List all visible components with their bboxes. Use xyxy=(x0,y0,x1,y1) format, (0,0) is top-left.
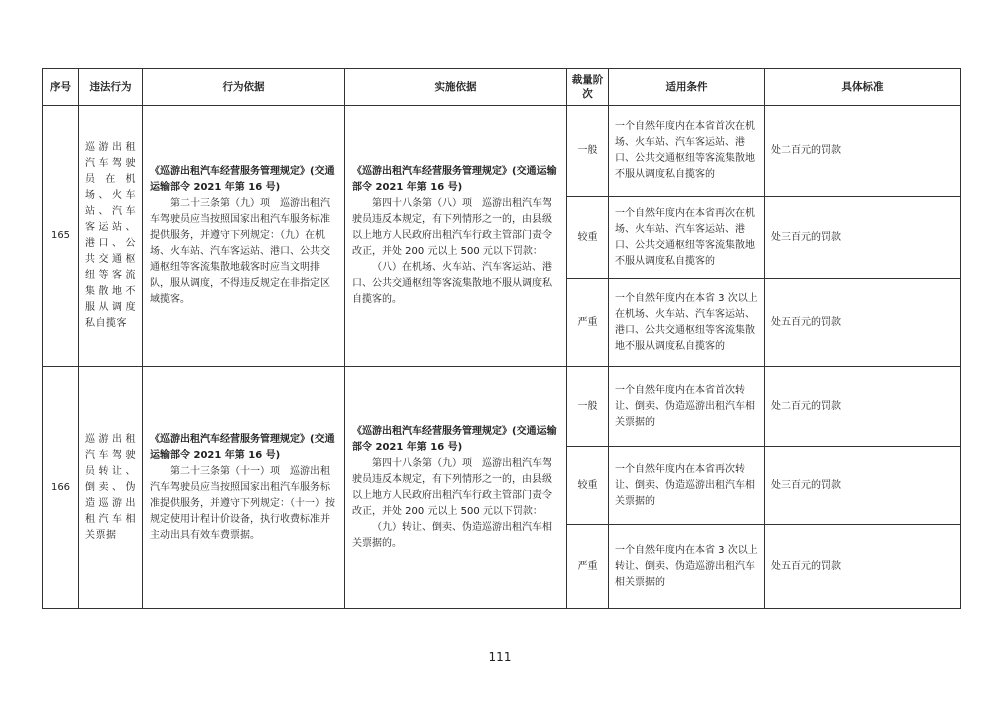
impl-item: （八）在机场、火车站、汽车客运站、港口、公共交通枢纽等客流集散地不服从调度私自揽客的。 xyxy=(352,262,552,305)
standard-cell: 处五百元的罚款 xyxy=(765,525,961,609)
header-impl: 实施依据 xyxy=(345,69,567,106)
header-no: 序号 xyxy=(43,69,79,106)
impl-item: （九）转让、倒卖、伪造巡游出租汽车相关票据的。 xyxy=(352,521,552,549)
standard-cell: 处三百元的罚款 xyxy=(765,197,961,279)
standard-cell: 处五百元的罚款 xyxy=(765,279,961,367)
header-level: 裁量阶次 xyxy=(567,69,609,106)
condition-cell: 一个自然年度内在本省 3 次以上在机场、火车站、汽车客运站、港口、公共交通枢纽等客流集散地不服从调度私自揽客的 xyxy=(609,279,765,367)
penalty-standards-table xyxy=(42,68,961,609)
header-act: 违法行为 xyxy=(79,69,143,106)
basis-title: 《巡游出租汽车经营服务管理规定》(交通运输部令 2021 年第 16 号) xyxy=(150,166,335,193)
level-cell: 严重 xyxy=(567,279,609,367)
condition-cell: 一个自然年度内在本省 3 次以上转让、倒卖、伪造巡游出租汽车相关票据的 xyxy=(609,525,765,609)
impl-title: 《巡游出租汽车经营服务管理规定》(交通运输部令 2021 年第 16 号) xyxy=(352,166,557,193)
level-cell: 一般 xyxy=(567,367,609,447)
basis-text: 第二十三条第（九）项 巡游出租汽车驾驶员应当按照国家出租汽车服务标准提供服务，并遵守下列规定：（九）在机场、火车站、汽车客运站、港口、公共交通枢纽等客流集散地载客时应当文明排队，服从调度，不得违反规定在非指定区域揽客。 xyxy=(150,198,330,305)
violation-act: 巡游出租汽车驾驶员转让、倒卖、伪造巡游出租汽车相关票据 xyxy=(79,367,143,609)
condition-cell: 一个自然年度内在本省再次在机场、火车站、汽车客运站、港口、公共交通枢纽等客流集散地不服从调度私自揽客的 xyxy=(609,197,765,279)
basis-text: 第二十三条第（十一）项 巡游出租汽车驾驶员应当按照国家出租汽车服务标准提供服务，并遵守下列规定：（十一）按规定使用计程计价设备，执行收费标准并主动出具有效车费票据。 xyxy=(150,465,335,541)
level-cell: 严重 xyxy=(567,525,609,609)
basis-title: 《巡游出租汽车经营服务管理规定》(交通运输部令 2021 年第 16 号) xyxy=(150,433,335,461)
impl-text: 第四十八条第（九）项 巡游出租汽车驾驶员违反本规定，有下列情形之一的，由县级以上地方人民政府出租汽车行政主管部门责令改正，并处 200 元以上 500 元以下罚款： xyxy=(352,457,552,517)
impl-text: 第四十八条第（八）项 巡游出租汽车驾驶员违反本规定，有下列情形之一的，由县级以上地方人民政府出租汽车行政主管部门责令改正，并处 200 元以上 500 元以下罚款： xyxy=(352,198,552,257)
header-std: 具体标准 xyxy=(765,69,961,106)
legal-basis xyxy=(143,106,345,367)
standard-cell: 处三百元的罚款 xyxy=(765,447,961,525)
condition-cell: 一个自然年度内在本省再次转让、倒卖、伪造巡游出租汽车相关票据的 xyxy=(609,447,765,525)
row-number: 166 xyxy=(43,367,79,609)
header-cond: 适用条件 xyxy=(609,69,765,106)
condition-cell: 一个自然年度内在本省首次转让、倒卖、伪造巡游出租汽车相关票据的 xyxy=(609,367,765,447)
implementation-basis xyxy=(345,106,567,367)
page-number: 111 xyxy=(488,650,512,664)
condition-cell: 一个自然年度内在本省首次在机场、火车站、汽车客运站、港口、公共交通枢纽等客流集散地不服从调度私自揽客的 xyxy=(609,106,765,197)
impl-title: 《巡游出租汽车经营服务管理规定》(交通运输部令 2021 年第 16 号) xyxy=(352,425,557,453)
row-number: 165 xyxy=(43,106,79,367)
standard-cell: 处二百元的罚款 xyxy=(765,106,961,197)
header-row xyxy=(43,69,961,106)
legal-basis xyxy=(143,367,345,609)
header-basis: 行为依据 xyxy=(143,69,345,106)
level-cell: 较重 xyxy=(567,447,609,525)
table-row xyxy=(43,367,961,447)
implementation-basis xyxy=(345,367,567,609)
level-cell: 一般 xyxy=(567,106,609,197)
standard-cell: 处二百元的罚款 xyxy=(765,367,961,447)
table-row xyxy=(43,106,961,197)
level-cell: 较重 xyxy=(567,197,609,279)
violation-act: 巡游出租汽车驾驶员在机场、火车站、汽车客运站、港口、公共交通枢纽等客流集散地不服从调度私自揽客 xyxy=(79,106,143,367)
